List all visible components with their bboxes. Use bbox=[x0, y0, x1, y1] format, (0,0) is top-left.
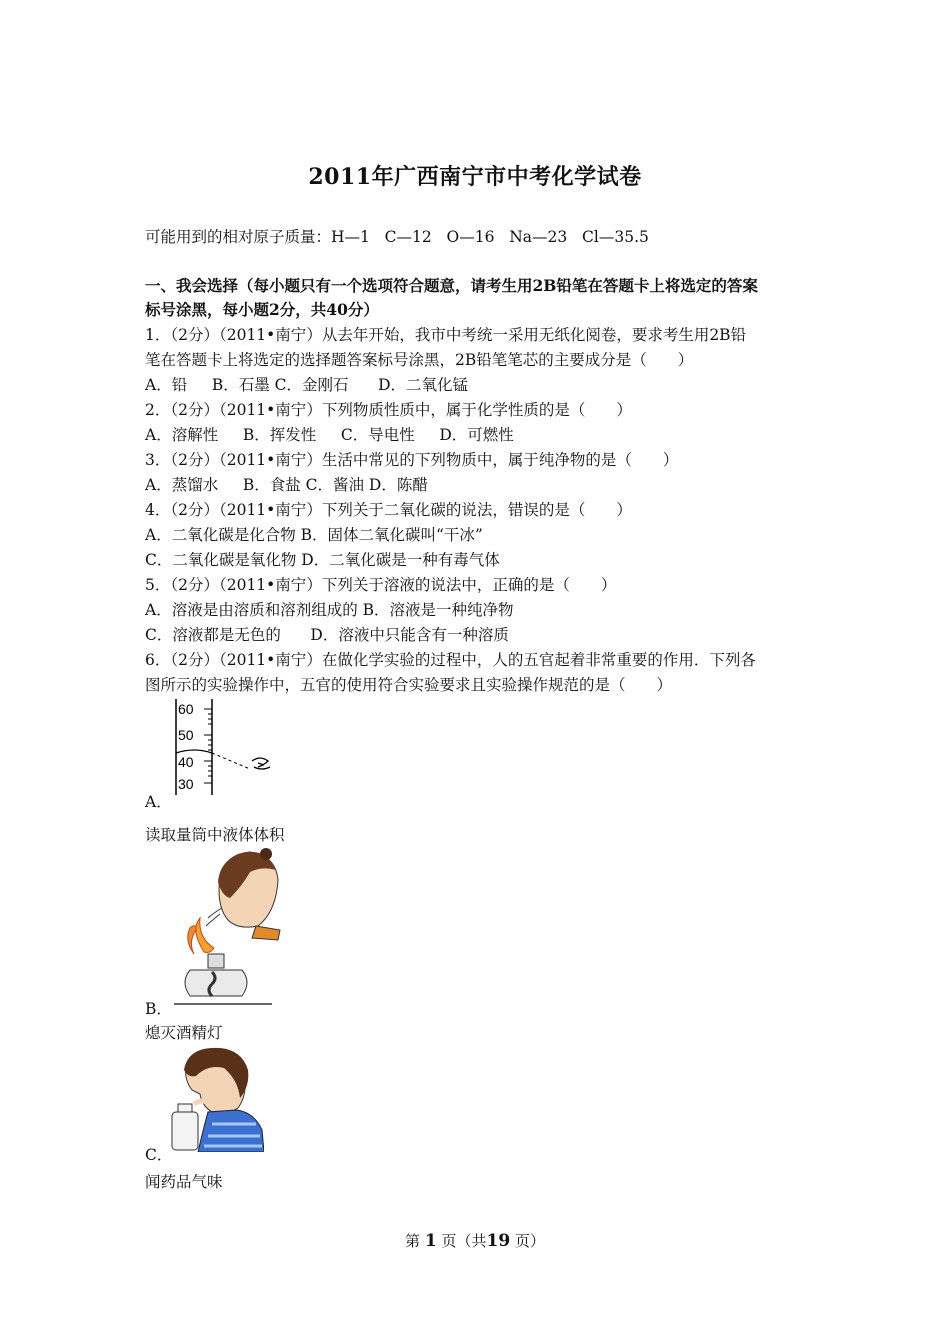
footer-prefix: 第 bbox=[405, 1232, 421, 1250]
option-b-label: B． bbox=[145, 1000, 172, 1018]
footer-total-pages: 19 bbox=[486, 1231, 511, 1251]
section-heading-line2: 标号涂黑，每小题2分，共40分） bbox=[145, 300, 379, 319]
option-c-label: C． bbox=[145, 1146, 173, 1164]
option-a-caption: 读取量筒中液体体积 bbox=[145, 826, 285, 844]
section-heading-line1: 一、我会选择（每小题只有一个选项符合题意，请考生用2B铅笔在答题卡上将选定的答案 bbox=[145, 276, 758, 295]
option-b-caption: 熄灭酒精灯 bbox=[145, 1024, 223, 1042]
graduated-cylinder-figure bbox=[168, 697, 278, 799]
q2-options: A．溶解性 B．挥发性 C．导电性 D．可燃性 bbox=[145, 426, 514, 444]
option-c-caption: 闻药品气味 bbox=[145, 1173, 223, 1191]
page-footer bbox=[0, 1230, 950, 1251]
q5-options-2: C．溶液都是无色的 D．溶液中只能含有一种溶质 bbox=[145, 626, 509, 644]
tick-label-50: 50 bbox=[178, 727, 194, 743]
page-title: 2011年广西南宁市中考化学试卷 bbox=[308, 164, 642, 190]
q1-options: A．铅 B．石墨 C．金刚石 D．二氧化锰 bbox=[145, 376, 468, 394]
q6-line1: 6．（2分）（2011•南宁）在做化学实验的过程中，人的五官起着非常重要的作用．下列各 bbox=[145, 651, 756, 669]
q4-stem: 4．（2分）（2011•南宁）下列关于二氧化碳的说法，错误的是（ ） bbox=[145, 501, 632, 519]
q4-options-1: A．二氧化碳是化合物 B．固体二氧化碳叫“干冰” bbox=[145, 526, 483, 544]
q3-stem: 3．（2分）（2011•南宁）生活中常见的下列物质中，属于纯净物的是（ ） bbox=[145, 451, 679, 469]
alcohol-lamp-figure bbox=[160, 848, 285, 1014]
footer-middle: 页（共 bbox=[441, 1232, 487, 1250]
q5-stem: 5．（2分）（2011•南宁）下列关于溶液的说法中，正确的是（ ） bbox=[145, 576, 617, 594]
q1-line2: 笔在答题卡上将选定的选择题答案标号涂黑，2B铅笔笔芯的主要成分是（ ） bbox=[145, 351, 694, 369]
footer-suffix: 页） bbox=[514, 1232, 545, 1250]
q3-options: A．蒸馏水 B．食盐 C．酱油 D．陈醋 bbox=[145, 476, 428, 494]
tick-label-40: 40 bbox=[178, 754, 194, 770]
q1-line1: 1．（2分）（2011•南宁）从去年开始，我市中考统一采用无纸化阅卷，要求考生用2B铅 bbox=[145, 326, 747, 344]
q5-options-1: A．溶液是由溶质和溶剂组成的 B．溶液是一种纯净物 bbox=[145, 601, 514, 619]
footer-page-number: 1 bbox=[424, 1231, 437, 1251]
option-a-label: A． bbox=[145, 793, 172, 811]
q2-stem: 2．（2分）（2011•南宁）下列物质性质中，属于化学性质的是（ ） bbox=[145, 401, 632, 419]
smelling-chemical-figure bbox=[168, 1046, 264, 1152]
tick-label-30: 30 bbox=[178, 776, 194, 792]
atomic-masses-note: 可能用到的相对原子质量：H—1 C—12 O—16 Na—23 Cl—35.5 bbox=[145, 228, 649, 246]
q4-options-2: C．二氧化碳是氧化物 D．二氧化碳是一种有毒气体 bbox=[145, 551, 500, 569]
tick-label-60: 60 bbox=[178, 701, 194, 717]
q6-line2: 图所示的实验操作中，五官的使用符合实验要求且实验操作规范的是（ ） bbox=[145, 676, 673, 694]
